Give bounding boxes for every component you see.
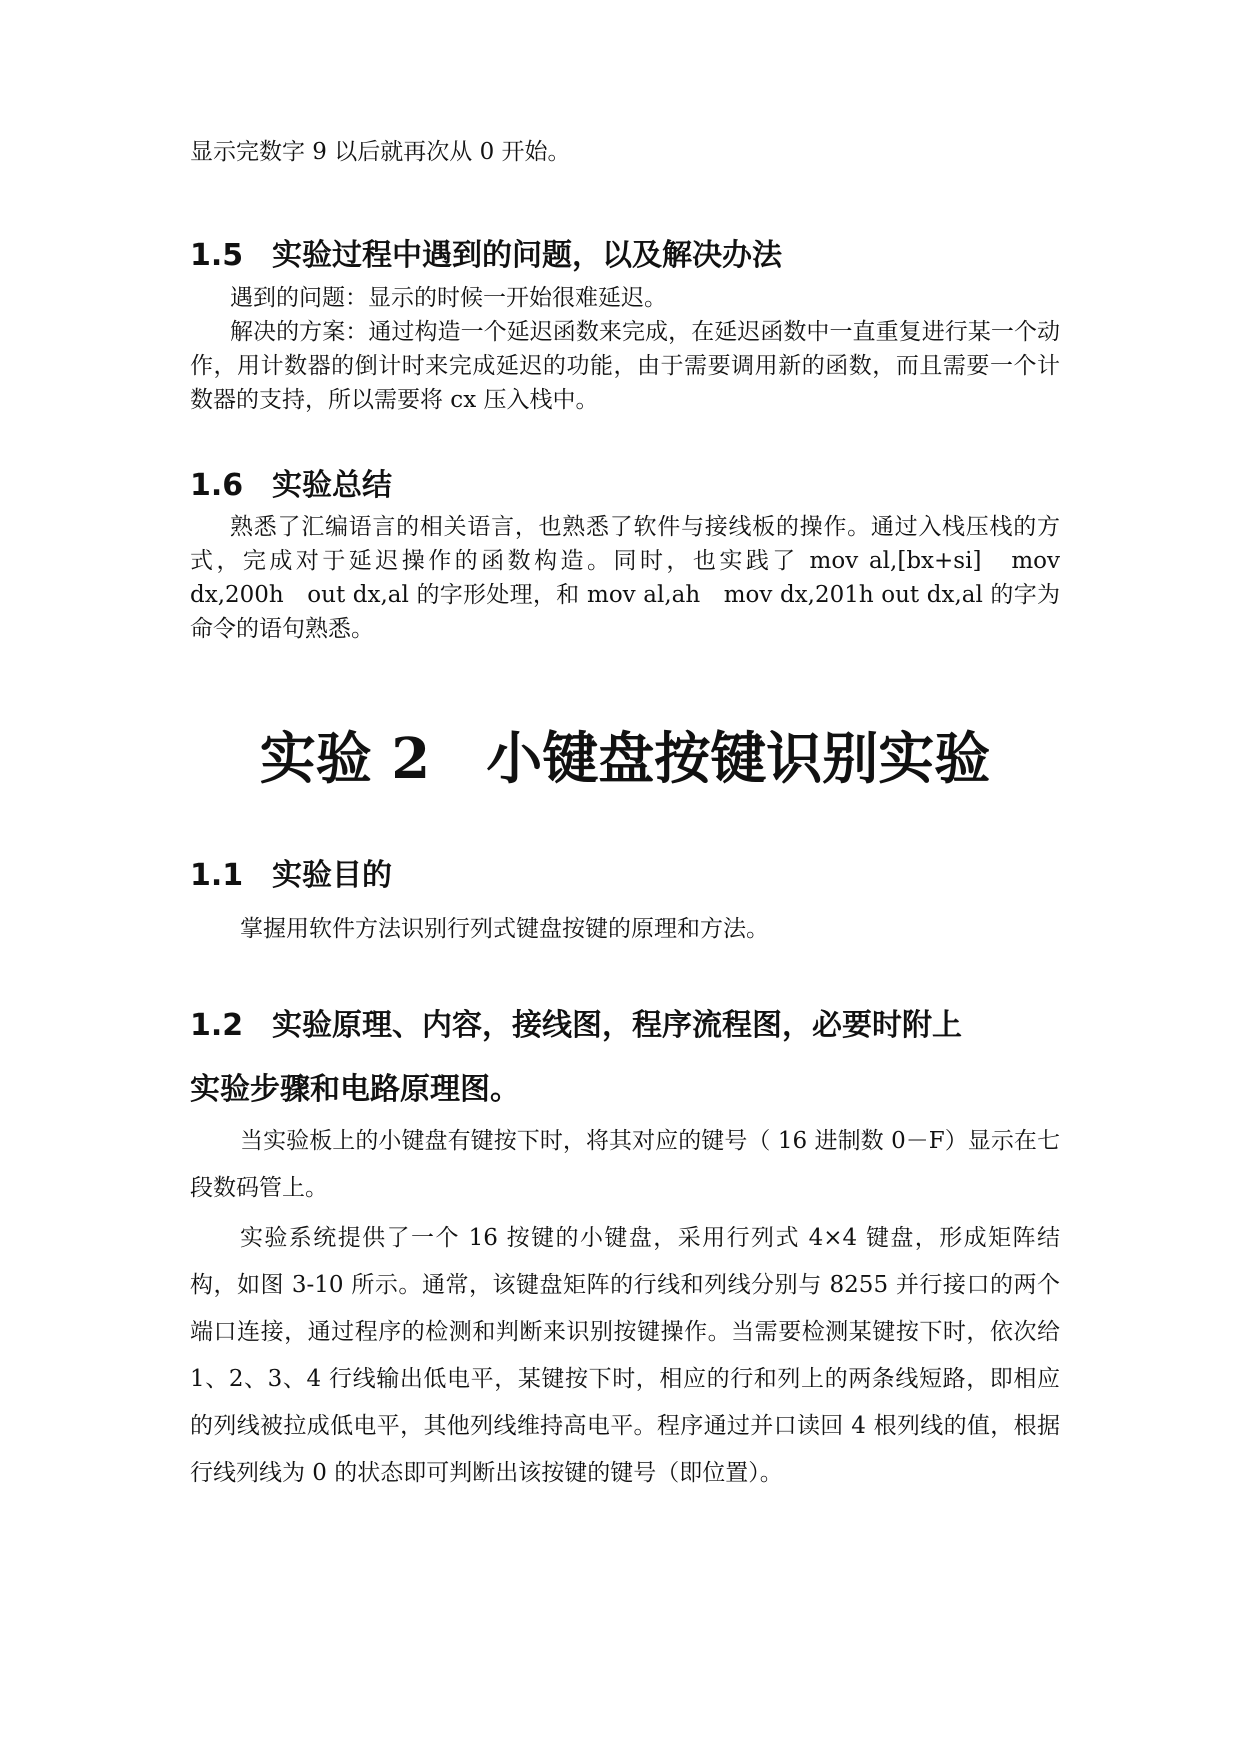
section-1-6-number: 1.6 — [190, 468, 244, 503]
section-1-2-heading — [190, 1000, 1070, 1044]
section-1-5-title: 实验过程中遇到的问题，以及解决办法 — [272, 238, 782, 273]
section-1-6-heading — [190, 460, 1070, 504]
section-1-6-body: 熟悉了汇编语言的相关语言，也熟悉了软件与接线板的操作。通过入栈压栈的方式，完成对于延迟操作的函数构造。同时，也实践了 mov al,[bx+si] mov dx,200h out dx,al 的字形处理，和 mov al,ah mov dx,201h out dx,al 的字为命令的语句熟悉。 — [190, 514, 1060, 642]
section-1-2-title-line1: 实验原理、内容，接线图，程序流程图，必要时附上 — [272, 1008, 962, 1043]
section-1-1-number: 1.1 — [190, 858, 244, 893]
section-1-1-heading — [190, 850, 1070, 894]
section-1-2-para2: 实验系统提供了一个 16 按键的小键盘，采用行列式 4×4 键盘，形成矩阵结构，如图 3-10 所示。通常，该键盘矩阵的行线和列线分别与 8255 并行接口的两个端口连接，通过程序的检测和判断来识别按键操作。当需要检测某键按下时，依次给 1、2、3、4 行线输出低电平，某键按下时，相应的行和列上的两条线短路，即相应的列线被拉成低电平，其他列线维持高电平。程序通过并口读回 4 根列线的值，根据行线列线为 0 的状态即可判断出该按键的键号（即位置）。 — [190, 1225, 1060, 1486]
intro-line: 显示完数字 9 以后就再次从 0 开始。 — [190, 139, 571, 165]
section-1-2-title-line2: 实验步骤和电路原理图。 — [190, 1072, 520, 1107]
section-1-5-problem: 遇到的问题：显示的时候一开始很难延迟。 — [230, 285, 667, 311]
section-1-1-title: 实验目的 — [272, 858, 392, 893]
section-1-5-heading — [190, 230, 1070, 274]
section-1-5-solution: 解决的方案：通过构造一个延迟函数来完成，在延迟函数中一直重复进行某一个动作，用计数器的倒计时来完成延迟的功能，由于需要调用新的函数，而且需要一个计数器的支持，所以需要将 cx 压入栈中。 — [190, 319, 1060, 413]
chapter-title: 实验 2 小键盘按键识别实验 — [259, 726, 991, 792]
section-1-1-body: 掌握用软件方法识别行列式键盘按键的原理和方法。 — [240, 916, 769, 942]
section-1-2-number: 1.2 — [190, 1008, 244, 1043]
section-1-5-number: 1.5 — [190, 238, 244, 273]
section-1-6-title: 实验总结 — [272, 468, 392, 503]
section-1-2-para1: 当实验板上的小键盘有键按下时，将其对应的键号（ 16 进制数 0－F）显示在七段数码管上。 — [190, 1128, 1060, 1201]
